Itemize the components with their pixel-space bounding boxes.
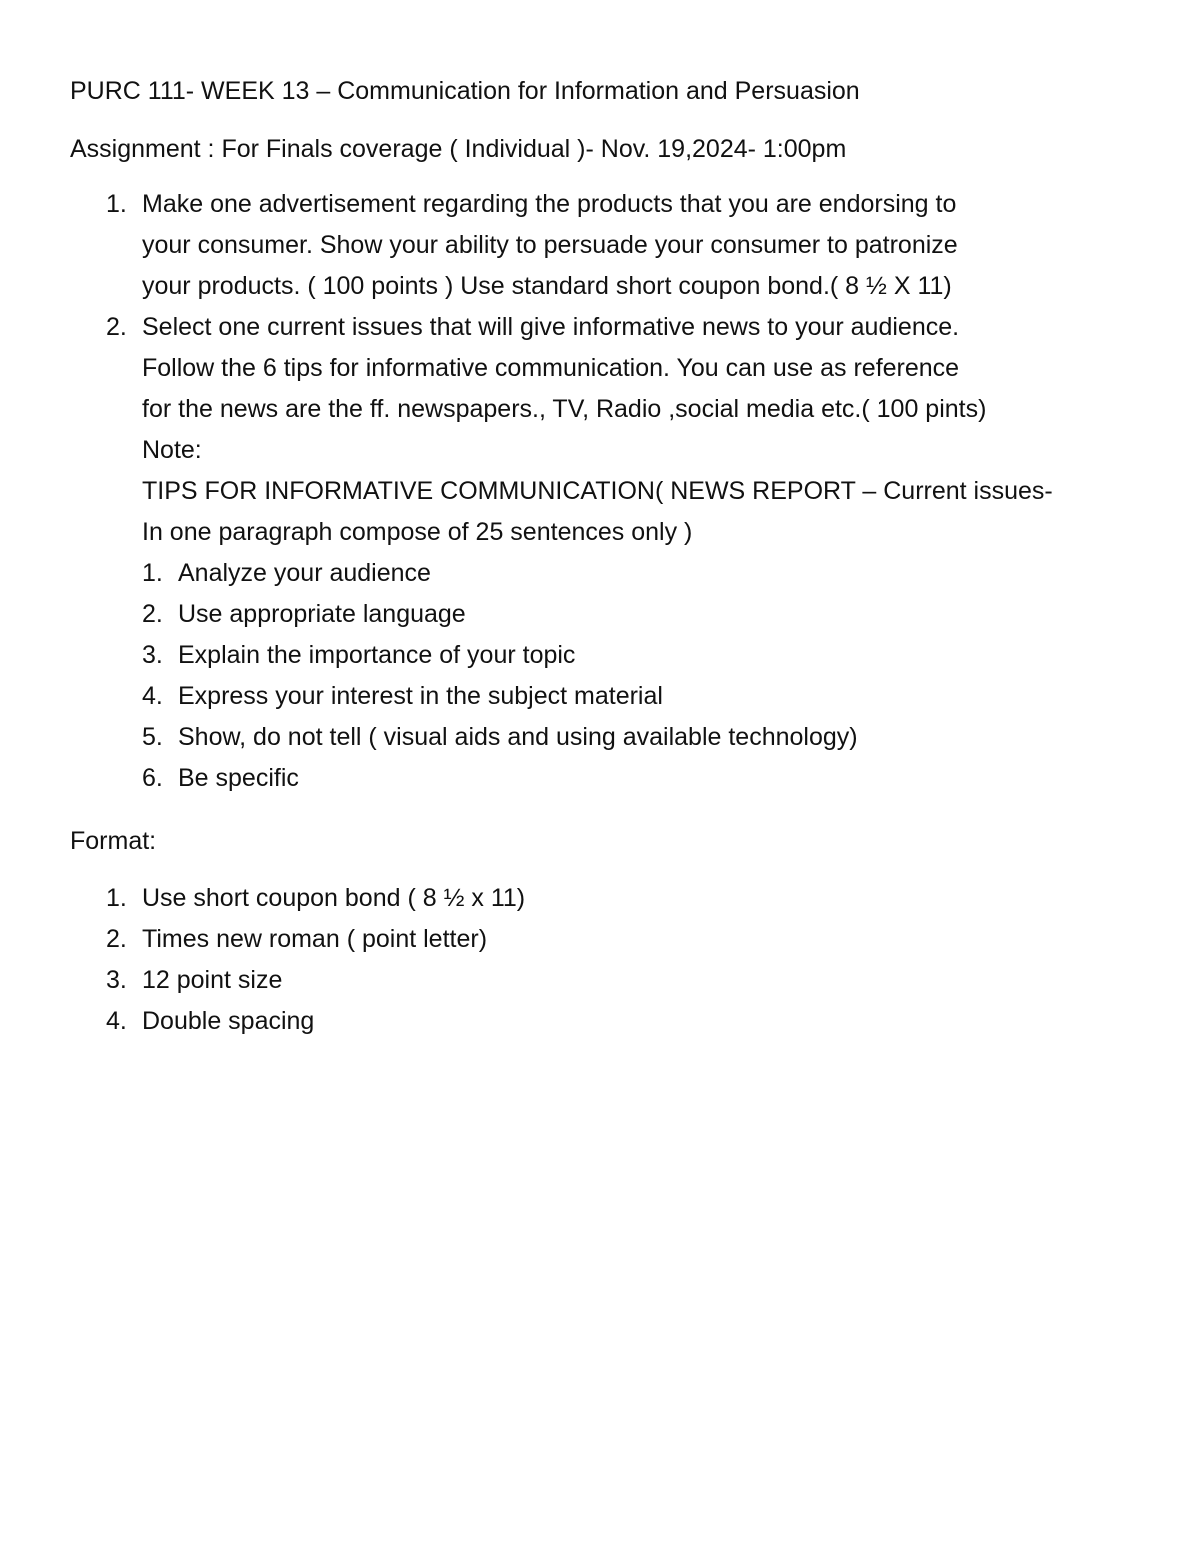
tip-number: 4.	[142, 682, 163, 710]
format-list	[106, 878, 1106, 1042]
tips-list	[142, 553, 1126, 799]
tip-text: Analyze your audience	[178, 559, 431, 587]
note-label: Note:	[142, 436, 202, 464]
assignment-line: Assignment : For Finals coverage ( Individual )- Nov. 19,2024- 1:00pm	[70, 135, 847, 163]
format-item	[106, 960, 1106, 1001]
task-text-line: your consumer. Show your ability to persuade your consumer to patronize	[142, 231, 958, 259]
tip-text: Explain the importance of your topic	[178, 641, 576, 669]
task-number: 1.	[106, 190, 127, 218]
task-text-line: your products. ( 100 points ) Use standard short coupon bond.( 8 ½ X 11)	[142, 272, 952, 300]
task-item	[106, 184, 1126, 307]
format-text: 12 point size	[142, 966, 283, 994]
task-text-line: for the news are the ff. newspapers., TV, Radio ,social media etc.( 100 pints)	[142, 395, 987, 423]
task-text-line: Make one advertisement regarding the products that you are endorsing to	[142, 190, 957, 218]
tip-item	[142, 676, 1126, 717]
task-text-line: Follow the 6 tips for informative communication. You can use as reference	[142, 354, 960, 382]
tip-item	[142, 553, 1126, 594]
tip-text: Express your interest in the subject material	[178, 682, 663, 710]
tips-heading-line: TIPS FOR INFORMATIVE COMMUNICATION( NEWS REPORT – Current issues-	[142, 477, 1053, 505]
task-number: 2.	[106, 313, 127, 341]
format-number: 4.	[106, 1007, 127, 1035]
tip-item	[142, 758, 1126, 799]
document-title: PURC 111- WEEK 13 – Communication for Information and Persuasion	[70, 77, 860, 105]
tip-number: 1.	[142, 559, 163, 587]
format-item	[106, 919, 1106, 960]
tip-number: 2.	[142, 600, 163, 628]
task-item	[106, 307, 1126, 799]
task-text-line: Select one current issues that will give informative news to your audience.	[142, 313, 960, 341]
tip-text: Show, do not tell ( visual aids and using available technology)	[178, 723, 858, 751]
tip-number: 5.	[142, 723, 163, 751]
tip-item	[142, 717, 1126, 758]
format-text: Times new roman ( point letter)	[142, 925, 488, 953]
tip-text: Be specific	[178, 764, 299, 792]
tips-heading-line: In one paragraph compose of 25 sentences only )	[142, 518, 693, 546]
format-item	[106, 878, 1106, 919]
format-number: 1.	[106, 884, 127, 912]
tip-item	[142, 594, 1126, 635]
format-heading: Format:	[70, 827, 157, 855]
format-text: Double spacing	[142, 1007, 315, 1035]
tip-number: 3.	[142, 641, 163, 669]
tip-item	[142, 635, 1126, 676]
tip-text: Use appropriate language	[178, 600, 466, 628]
format-item	[106, 1001, 1106, 1042]
task-list	[106, 184, 1126, 799]
tip-number: 6.	[142, 764, 163, 792]
format-text: Use short coupon bond ( 8 ½ x 11)	[142, 884, 526, 912]
format-number: 2.	[106, 925, 127, 953]
format-number: 3.	[106, 966, 127, 994]
